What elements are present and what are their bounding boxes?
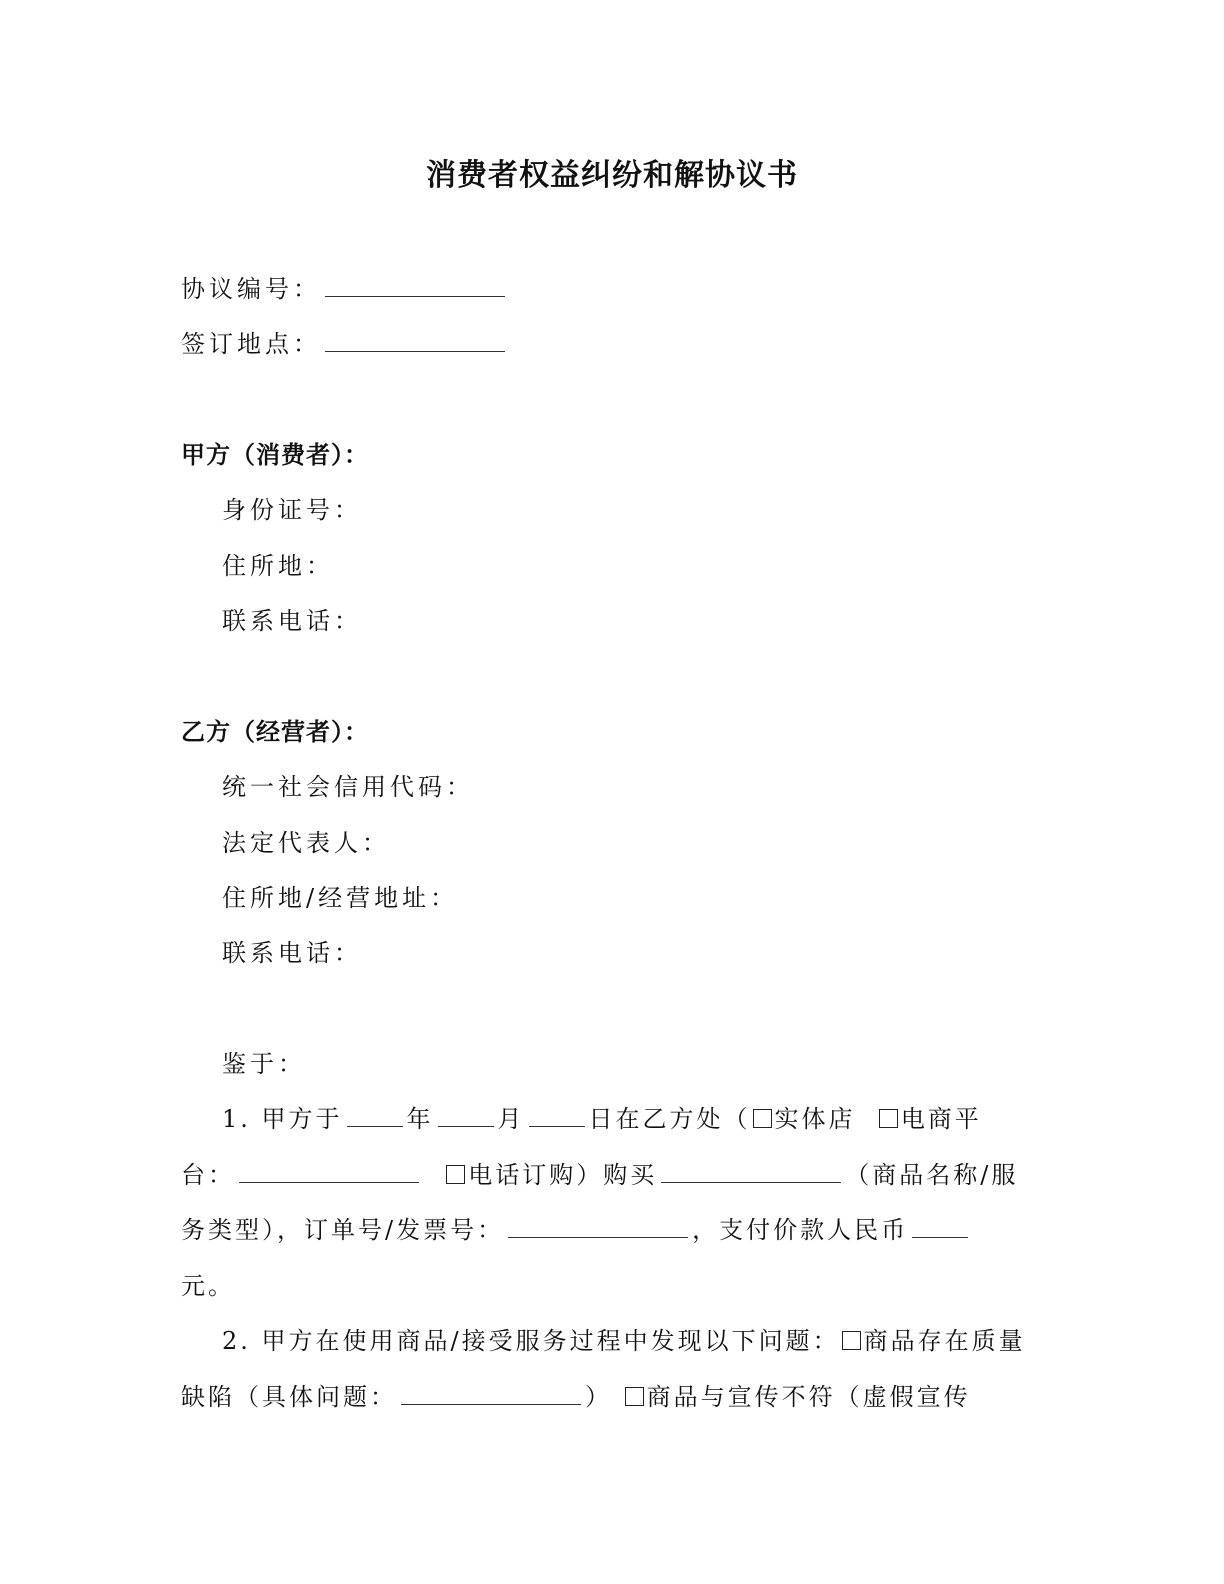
party-b-legal-rep: 法定代表人： xyxy=(222,829,390,857)
month-blank[interactable] xyxy=(438,1100,494,1127)
year-blank[interactable] xyxy=(347,1100,403,1127)
party-b-heading: 乙方（经营者）： xyxy=(181,717,369,746)
party-b-phone: 联系电话： xyxy=(222,939,362,967)
agreement-number-blank[interactable] xyxy=(325,270,505,297)
clause-number: 1. xyxy=(222,1105,251,1133)
day-blank[interactable] xyxy=(529,1100,585,1127)
checkbox-false-advertising[interactable] xyxy=(625,1387,644,1406)
option-label: 电商平台： xyxy=(181,1105,982,1189)
whereas-clause-2 xyxy=(181,1314,1026,1425)
option-label: 电话订购）购买 xyxy=(468,1160,658,1189)
clause-text: 甲方于 xyxy=(261,1105,343,1133)
signing-place-label: 签订地点： xyxy=(181,330,321,358)
clause-text: （商品名称/服务类型），订单号/发票号： xyxy=(181,1160,1019,1244)
option-label: 实体店 xyxy=(774,1105,856,1133)
clause-text: 元。 xyxy=(181,1271,235,1300)
party-a-id-number: 身份证号： xyxy=(222,496,362,524)
checkbox-ecommerce[interactable] xyxy=(879,1109,898,1128)
signing-place-blank[interactable] xyxy=(325,325,505,352)
amount-blank[interactable] xyxy=(912,1211,968,1238)
specific-issue-blank[interactable] xyxy=(401,1378,581,1405)
party-b-address: 住所地/经营地址： xyxy=(222,884,459,912)
clause-number: 2. xyxy=(222,1327,251,1355)
party-a-heading: 甲方（消费者）： xyxy=(181,440,369,469)
document-title: 消费者权益纠纷和解协议书 xyxy=(426,158,798,193)
checkbox-quality-defect[interactable] xyxy=(842,1331,861,1350)
clause-text: ，支付价款人民币 xyxy=(692,1216,909,1244)
clause-text: 月 xyxy=(497,1105,525,1133)
product-name-blank[interactable] xyxy=(661,1156,841,1183)
party-a-phone: 联系电话： xyxy=(222,607,362,635)
option-label: 商品存在质量缺陷（具体问题： xyxy=(181,1327,1026,1411)
option-label: 商品与宣传不符（虚假宣传 xyxy=(646,1382,971,1411)
clause-text: 甲方在使用商品/接受服务过程中发现以下问题： xyxy=(261,1327,840,1355)
party-b-credit-code: 统一社会信用代码： xyxy=(222,773,474,801)
signing-place-field xyxy=(181,325,509,362)
party-a-address: 住所地： xyxy=(222,552,334,580)
checkbox-phone-order[interactable] xyxy=(446,1165,465,1184)
clause-text: 日在乙方处（ xyxy=(588,1105,751,1133)
agreement-number-field xyxy=(181,270,509,307)
platform-blank[interactable] xyxy=(239,1156,419,1183)
agreement-number-label: 协议编号： xyxy=(181,275,321,303)
clause-text: 年 xyxy=(406,1105,434,1133)
whereas-heading: 鉴于： xyxy=(222,1050,306,1078)
clause-text: ） xyxy=(585,1382,612,1411)
order-number-blank[interactable] xyxy=(508,1211,688,1238)
checkbox-physical-store[interactable] xyxy=(753,1109,772,1128)
whereas-clause-1 xyxy=(181,1092,1026,1314)
